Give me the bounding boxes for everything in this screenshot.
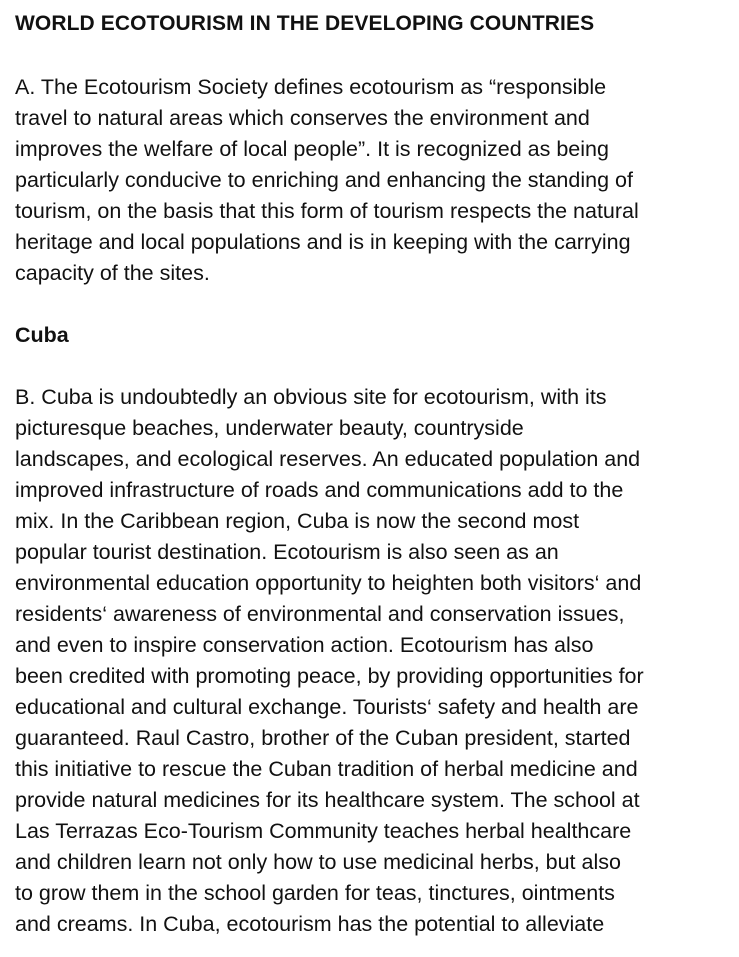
paragraph-line: Las Terrazas Eco-Tourism Community teaches herbal healthcare [15,819,632,843]
paragraph-line: educational and cultural exchange. Tourists‘ safety and health are [15,695,639,719]
paragraph-line: residents‘ awareness of environmental and conservation issues, [15,602,625,626]
paragraph-line: heritage and local populations and is in keeping with the carrying [15,230,631,254]
section-heading: Cuba [15,323,69,347]
paragraph-line: improved infrastructure of roads and communications add to the [15,478,624,502]
paragraph-line: picturesque beaches, underwater beauty, countryside [15,416,524,440]
paragraph-line: to grow them in the school garden for teas, tinctures, ointments [15,881,615,905]
paragraph-line: A. The Ecotourism Society defines ecotourism as “responsible [15,75,607,99]
paragraph-line: capacity of the sites. [15,261,210,285]
paragraph-line: improves the welfare of local people”. It is recognized as being [15,137,609,161]
paragraph-line: particularly conducive to enriching and enhancing the standing of [15,168,633,192]
paragraph-a [15,72,727,289]
paragraph-line: this initiative to rescue the Cuban tradition of herbal medicine and [15,757,638,781]
paragraph-b [15,382,727,940]
paragraph-line: landscapes, and ecological reserves. An educated population and [15,447,641,471]
paragraph-line: B. Cuba is undoubtedly an obvious site for ecotourism, with its [15,385,607,409]
paragraph-line: travel to natural areas which conserves the environment and [15,106,590,130]
paragraph-line: and creams. In Cuba, ecotourism has the potential to alleviate [15,912,605,936]
paragraph-line: popular tourist destination. Ecotourism is also seen as an [15,540,559,564]
paragraph-line: and children learn not only how to use medicinal herbs, but also [15,850,621,874]
document-title: WORLD ECOTOURISM IN THE DEVELOPING COUNTRIES [15,12,595,35]
paragraph-line: been credited with promoting peace, by providing opportunities for [15,664,644,688]
paragraph-line: and even to inspire conservation action. Ecotourism has also [15,633,594,657]
paragraph-line: environmental education opportunity to heighten both visitors‘ and [15,571,642,595]
paragraph-line: guaranteed. Raul Castro, brother of the Cuban president, started [15,726,631,750]
paragraph-line: provide natural medicines for its healthcare system. The school at [15,788,640,812]
paragraph-line: mix. In the Caribbean region, Cuba is now the second most [15,509,580,533]
paragraph-line: tourism, on the basis that this form of tourism respects the natural [15,199,639,223]
